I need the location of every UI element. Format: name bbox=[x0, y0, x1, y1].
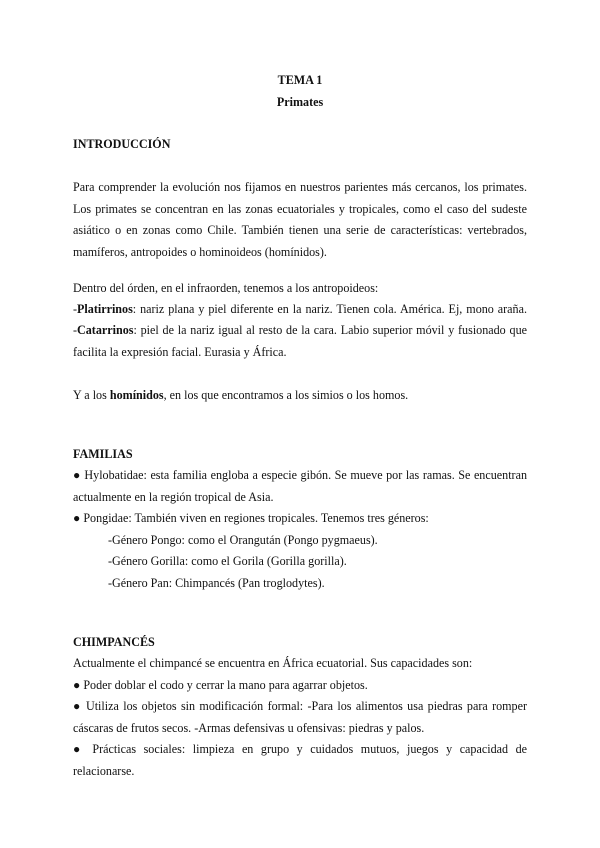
hominidos-line bbox=[73, 388, 408, 402]
catarrinos-desc: : piel de la nariz igual al resto de la cara. Labio superior móvil y fusionado que bbox=[133, 323, 527, 337]
hylobatidae-line1: ● Hylobatidae: esta familia engloba a especie gibón. Se mueve por las ramas. Se encuentran bbox=[73, 468, 527, 482]
chimp-bullet-3-line2: relacionarse. bbox=[73, 764, 135, 778]
intro-p1-line1: Para comprender la evolución nos fijamos en nuestros parientes más cercanos, los primates. bbox=[73, 180, 527, 194]
intro-heading: INTRODUCCIÓN bbox=[73, 137, 171, 151]
catarrinos-line: -Catarrinos: piel de la nariz igual al resto de la cara. Labio superior móvil y fusionado que bbox=[73, 323, 527, 337]
intro-p2: Dentro del órden, en el infraorden, tenemos a los antropoideos: bbox=[73, 281, 379, 295]
genero-pongo: -Género Pongo: como el Orangután (Pongo pygmaeus). bbox=[108, 533, 378, 547]
platirrinos-desc: : nariz plana y piel diferente en la nariz. Tienen cola. América. Ej, mono araña. bbox=[132, 302, 527, 316]
platirrinos-line: -Platirrinos: nariz plana y piel diferente en la nariz. Tienen cola. América. Ej, mono araña. bbox=[73, 302, 527, 316]
chimp-intro: Actualmente el chimpancé se encuentra en África ecuatorial. Sus capacidades son: bbox=[73, 656, 473, 670]
hominidos-post: , en los que encontramos a los simios o los homos. bbox=[163, 388, 409, 402]
chimp-bullet-1: ● Poder doblar el codo y cerrar la mano para agarrar objetos. bbox=[73, 678, 368, 692]
intro-p1-line3: asiático o en zonas como Chile. También tienen una serie de características: vertebrados, bbox=[73, 223, 527, 237]
catarrinos-cont: facilita la expresión facial. Eurasia y África. bbox=[73, 345, 287, 359]
doc-subtitle: Primates bbox=[276, 95, 324, 109]
chimp-bullet-2-line1: ● Utiliza los objetos sin modificación formal: -Para los alimentos usa piedras para romper bbox=[73, 699, 527, 713]
genero-gorilla: -Género Gorilla: como el Gorila (Gorilla gorilla). bbox=[108, 554, 347, 568]
intro-p1-line2: Los primates se concentran en las zonas ecuatoriales y tropicales, como el caso del sudeste bbox=[73, 202, 527, 216]
chimp-heading: CHIMPANCÉS bbox=[73, 635, 155, 649]
platirrinos-term: Platirrinos bbox=[77, 302, 133, 316]
doc-title: TEMA 1 bbox=[277, 73, 323, 87]
catarrinos-term: Catarrinos bbox=[77, 323, 134, 337]
genero-pan: -Género Pan: Chimpancés (Pan troglodytes). bbox=[108, 576, 325, 590]
intro-p1-line4: mamíferos, antropoides o hominoideos (homínidos). bbox=[73, 245, 327, 259]
chimp-bullet-2-line2: cáscaras de frutos secos. -Armas defensivas u ofensivas: piedras y palos. bbox=[73, 721, 425, 735]
hylobatidae-line2: actualmente en la región tropical de Asia. bbox=[73, 490, 274, 504]
hominidos-term: homínidos bbox=[109, 388, 164, 402]
hominidos-pre: Y a los bbox=[73, 388, 110, 402]
familias-heading: FAMILIAS bbox=[73, 447, 133, 461]
pongidae-line: ● Pongidae: También viven en regiones tropicales. Tenemos tres géneros: bbox=[73, 511, 429, 525]
chimp-bullet-3-line1: ● Prácticas sociales: limpieza en grupo y cuidados mutuos, juegos y capacidad de bbox=[73, 742, 527, 756]
